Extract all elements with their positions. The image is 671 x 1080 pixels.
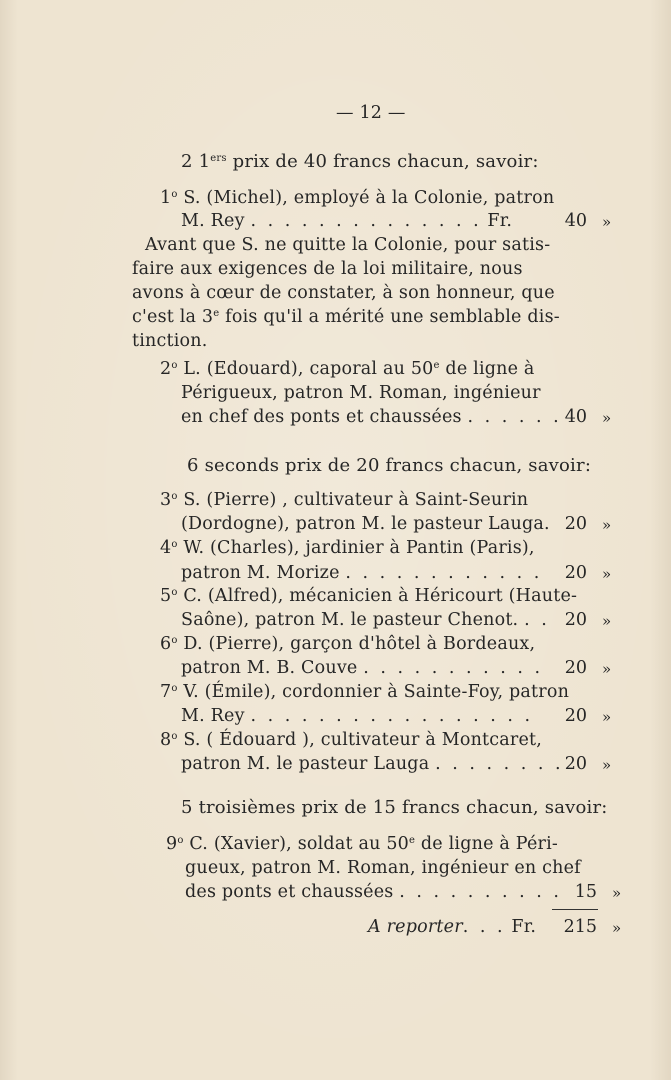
carry-forward-amount: 215	[563, 917, 597, 937]
prize-entry-2-line2: Périgueux, patron M. Roman, ingénieur	[181, 383, 541, 403]
prize-entry-6-line1: 6$^o$ D. (Pierre), garçon d'hôtel à Bordeaux,	[160, 634, 536, 654]
ditto-mark: »	[602, 612, 612, 630]
section-heading-second-prizes: 6 seconds prix de 20 francs chacun, savoir:	[187, 455, 592, 476]
prize-entry-7-amount: 20	[564, 706, 587, 726]
prize-entry-5-line2: Saône), patron M. le pasteur Chenot. . .	[181, 610, 550, 630]
prize-entry-4-amount: 20	[564, 563, 587, 583]
heading-text: prix de 40 francs chacun, savoir:	[232, 151, 539, 172]
ditto-mark: »	[612, 919, 622, 937]
prize-entry-3-line1: 3$^o$ S. (Pierre) , cultivateur à Saint-Seurin	[160, 490, 529, 510]
prize-entry-3-line2: (Dordogne), patron M. le pasteur Lauga.	[181, 514, 550, 534]
prize-entry-8-amount: 20	[564, 754, 587, 774]
ditto-mark: »	[602, 565, 612, 583]
ditto-mark: »	[602, 409, 612, 427]
prize-entry-1-line2: M. Rey . . . . . . . . . . . . . . Fr.	[181, 211, 513, 231]
section-heading-third-prizes: 5 troisièmes prix de 15 francs chacun, savoir:	[181, 797, 608, 818]
prize-entry-3-amount: 20	[564, 514, 587, 534]
ditto-mark: »	[602, 516, 612, 534]
prize-entry-1-amount: 40	[564, 211, 587, 231]
prize-entry-5-line1: 5$^o$ C. (Alfred), mécanicien à Héricourt (Haute-	[160, 586, 578, 606]
prize-entry-9-line1: 9$^o$ C. (Xavier), soldat au 50e de ligne à Péri-	[166, 834, 559, 854]
prize-entry-1-line1: 1$^o$ S. (Michel), employé à la Colonie, patron	[160, 188, 555, 208]
prize-entry-8-line1: 8$^o$ S. ( Édouard ), cultivateur à Montcaret,	[160, 730, 543, 750]
note-line-1: Avant que S. ne quitte la Colonie, pour satis-	[145, 235, 551, 255]
note-line-2: faire aux exigences de la loi militaire, nous	[132, 259, 523, 279]
prize-entry-2-line1: 2$^o$ L. (Edouard), caporal au 50e de ligne à	[160, 359, 535, 379]
prize-entry-7-line2: M. Rey . . . . . . . . . . . . . . . . .	[181, 706, 534, 726]
ditto-mark: »	[602, 213, 612, 231]
ditto-mark: »	[602, 708, 612, 726]
ditto-mark: »	[602, 756, 612, 774]
heading-count: 2	[181, 151, 193, 172]
prize-entry-9-amount: 15	[574, 882, 597, 902]
prize-entry-9-line2: gueux, patron M. Roman, ingénieur en chef	[185, 858, 581, 878]
total-rule	[552, 909, 598, 910]
prize-entry-6-amount: 20	[564, 658, 587, 678]
prize-entry-2-line3: en chef des ponts et chaussées . . . . . .	[181, 407, 562, 427]
prize-entry-6-line2: patron M. B. Couve . . . . . . . . . . .	[181, 658, 544, 678]
prize-entry-4-line1: 4$^o$ W. (Charles), jardinier à Pantin (Paris),	[160, 538, 535, 558]
carry-forward-label: A reporter	[368, 917, 463, 937]
note-line-3: avons à cœur de constater, à son honneur, que	[132, 283, 555, 303]
prize-entry-4-line2: patron M. Morize . . . . . . . . . . . .	[181, 563, 543, 583]
heading-ordinal: 1ers	[198, 151, 227, 172]
prize-entry-2-amount: 40	[564, 407, 587, 427]
note-line-5: tinction.	[132, 331, 208, 351]
prize-entry-8-line2: patron M. le pasteur Lauga . . . . . . . .	[181, 754, 564, 774]
section-heading-first-prizes	[181, 151, 539, 172]
carry-forward-line: A reporter. . . Fr.	[368, 917, 537, 937]
prize-entry-9-line3: des ponts et chaussées . . . . . . . . . .	[185, 882, 562, 902]
ditto-mark: »	[602, 660, 612, 678]
ditto-mark: »	[612, 884, 622, 902]
prize-entry-7-line1: 7$^o$ V. (Émile), cordonnier à Sainte-Foy, patron	[160, 682, 570, 702]
page-number: — 12 —	[336, 103, 406, 123]
note-line-4: c'est la 3e fois qu'il a mérité une semblable dis-	[132, 307, 560, 327]
prize-entry-5-amount: 20	[564, 610, 587, 630]
